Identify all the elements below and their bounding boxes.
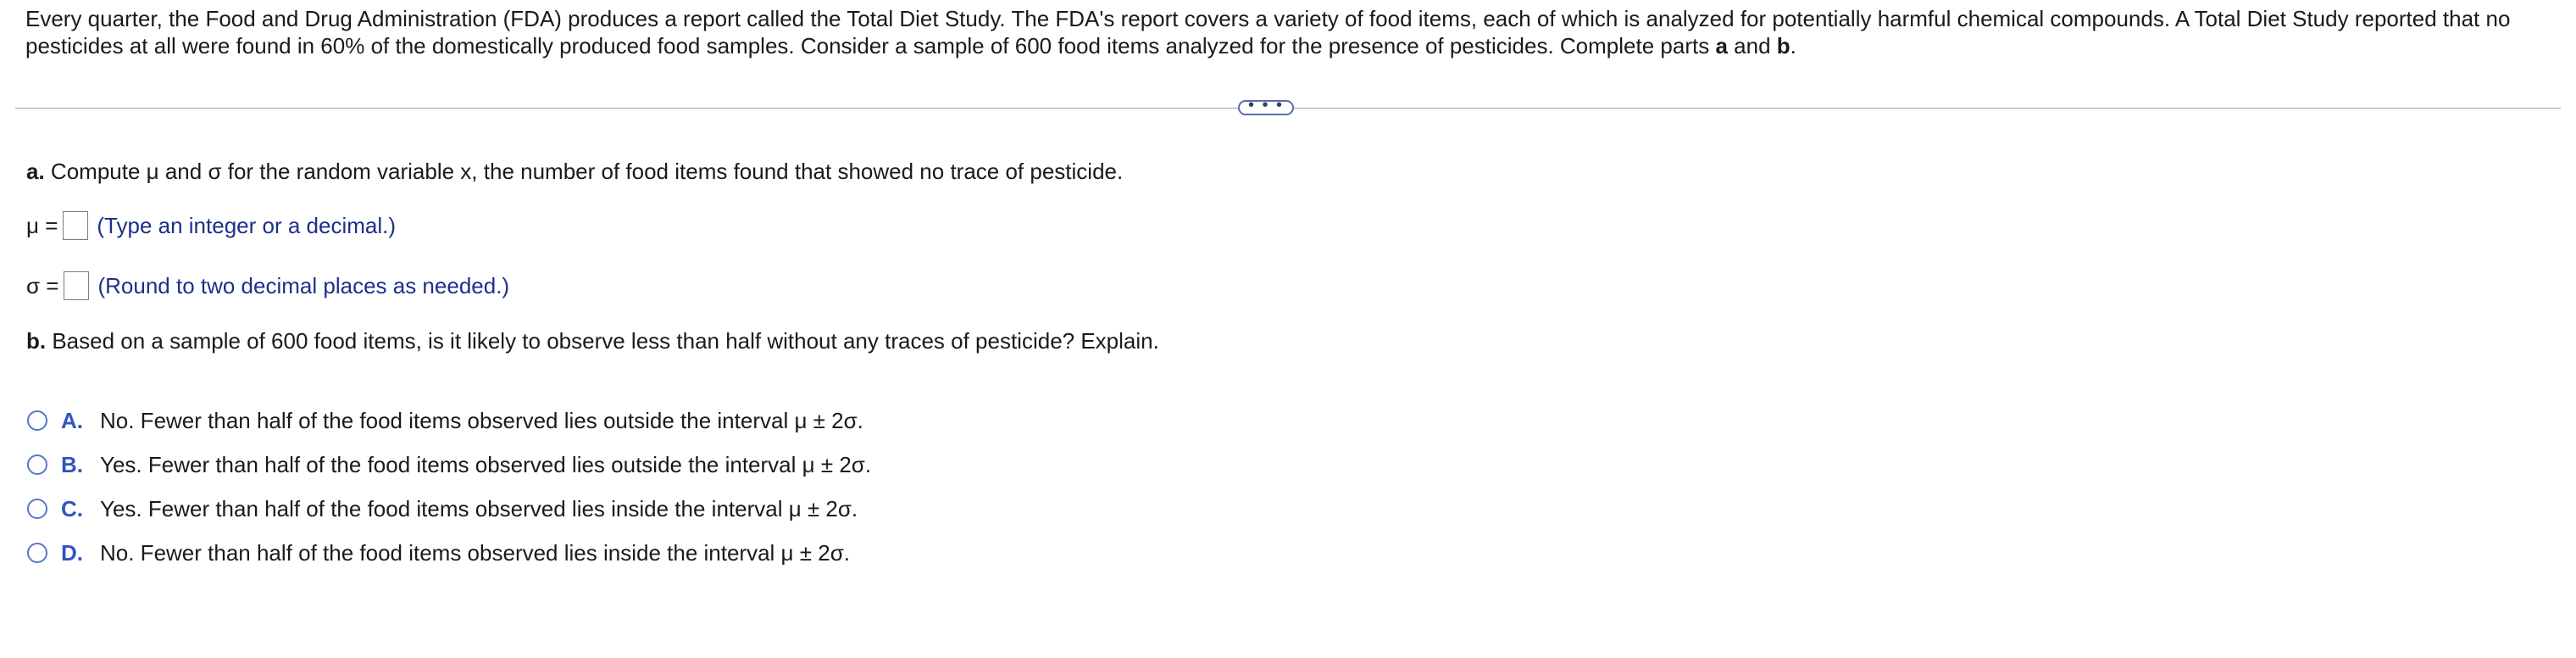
mu-hint: (Type an integer or a decimal.) bbox=[97, 212, 397, 238]
mu-input[interactable] bbox=[63, 211, 88, 240]
intro-end: . bbox=[1790, 33, 1796, 59]
choice-a-letter: A. bbox=[61, 407, 83, 433]
choice-b-text: Yes. Fewer than half of the food items observed lies outside the interval μ ± 2σ. bbox=[100, 451, 872, 477]
choice-d-radio[interactable] bbox=[27, 543, 47, 563]
intro-part-b: b bbox=[1776, 33, 1790, 59]
intro-part-a: a bbox=[1715, 33, 1728, 59]
expand-more-button[interactable]: • • • bbox=[1238, 100, 1294, 115]
sigma-symbol: σ = bbox=[26, 272, 59, 298]
part-b-prompt bbox=[26, 327, 1159, 354]
part-a-label: a. bbox=[26, 159, 45, 184]
intro-text: Every quarter, the Food and Drug Administration (FDA) produces a report called the Total Diet Study. The FDA's report covers a variety of food items, each of which is analyzed for potentially harmful chemical compounds. A Total Diet Study reported that no pesticides at all were found in 60% of the domestically produced food samples. Consider a sample of 600 food items analyzed for the presence of pesticides. Complete parts bbox=[25, 6, 2511, 59]
choice-b-letter: B. bbox=[61, 451, 83, 477]
choice-c-text: Yes. Fewer than half of the food items observed lies inside the interval μ ± 2σ. bbox=[100, 495, 858, 521]
choice-c[interactable] bbox=[27, 494, 858, 524]
choice-a-text: No. Fewer than half of the food items observed lies outside the interval μ ± 2σ. bbox=[100, 407, 863, 433]
question-intro bbox=[25, 5, 2534, 59]
part-b-text: Based on a sample of 600 food items, is it likely to observe less than half without any traces of pesticide? Explain. bbox=[52, 328, 1159, 354]
choice-d-letter: D. bbox=[61, 539, 83, 566]
choice-c-radio[interactable] bbox=[27, 499, 47, 519]
part-a-prompt bbox=[26, 158, 1123, 185]
choice-b-radio[interactable] bbox=[27, 454, 47, 475]
mu-symbol: μ = bbox=[26, 212, 58, 238]
choice-c-letter: C. bbox=[61, 495, 83, 521]
mu-answer-row bbox=[26, 209, 396, 242]
choice-a[interactable] bbox=[27, 405, 863, 436]
choice-a-radio[interactable] bbox=[27, 410, 47, 431]
choice-d-text: No. Fewer than half of the food items observed lies inside the interval μ ± 2σ. bbox=[100, 539, 850, 566]
intro-and: and bbox=[1734, 33, 1771, 59]
part-a-text: Compute μ and σ for the random variable x, the number of food items found that showed no trace of pesticide. bbox=[50, 159, 1124, 184]
sigma-hint: (Round to two decimal places as needed.) bbox=[97, 272, 510, 298]
sigma-input[interactable] bbox=[64, 271, 89, 300]
choice-d[interactable] bbox=[27, 538, 850, 568]
sigma-answer-row bbox=[26, 270, 509, 302]
part-b-label: b. bbox=[26, 328, 47, 354]
choice-b[interactable] bbox=[27, 449, 871, 480]
